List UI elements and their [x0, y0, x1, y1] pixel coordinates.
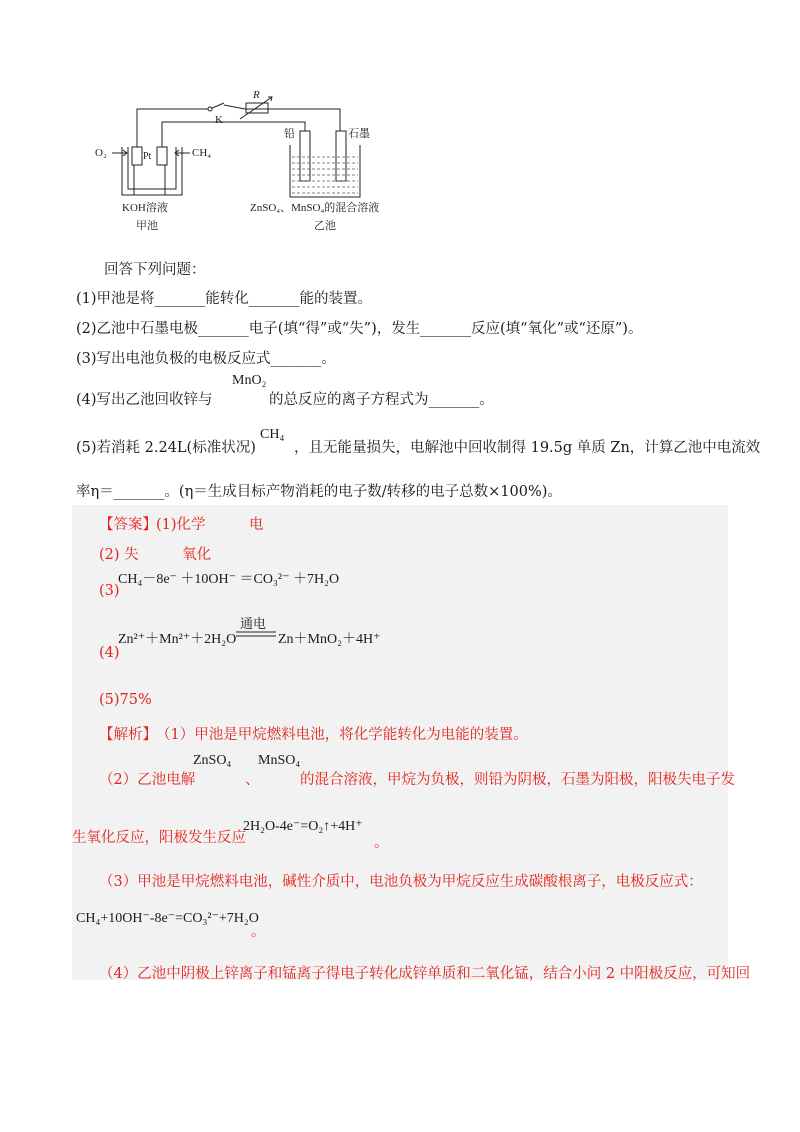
question-5-c: 率η＝_______。(η＝生成目标产物消耗的电子数/转移的电子总数×100%)。	[76, 484, 562, 500]
analysis-2-a: （2）乙池电解	[99, 772, 196, 788]
label-jiachi: 甲池	[136, 220, 158, 232]
analysis-2-formula-3: 2H₂O-4e⁻=O₂↑+4H⁺	[243, 819, 363, 834]
analysis-2-formula-2: MnSO₄	[258, 753, 301, 768]
analysis-3-end: 。	[251, 924, 266, 940]
label-graphite: 石墨	[348, 128, 370, 140]
analysis-2-end: 。	[374, 835, 389, 851]
answer-2: (2) 失 氧化	[99, 547, 212, 563]
analysis-4: （4）乙池中阴极上锌离子和锰离子得电子转化成锌单质和二氧化锰，结合小问 2 中阳极反应，可知回	[99, 966, 751, 982]
question-5-b: ，且无能量损失，电解池中回收制得 19.5g 单质 Zn，计算乙池中电流效	[294, 440, 761, 456]
answer-1: (1)化学 电	[156, 517, 264, 533]
label-koh: KOH溶液	[122, 202, 168, 214]
equals-arrow	[236, 630, 276, 638]
question-5-a: (5)若消耗 2.24L(标准状况)	[76, 440, 256, 456]
question-4-b: 的总反应的离子方程式为_______。	[269, 392, 494, 408]
analysis-2-sep: 、	[245, 772, 260, 788]
question-1: (1)甲池是将_______能转化_______能的装置。	[76, 291, 373, 307]
answer-tag: 【答案】	[99, 517, 157, 533]
analysis-tag: 【解析】	[99, 727, 157, 743]
analysis-1: （1）甲池是甲烷燃料电池，将化学能转化为电能的装置。	[156, 727, 528, 743]
question-2: (2)乙池中石墨电极_______电子(填“得”或“失”)，发生_______反应(填“氧化”或“还原”)。	[76, 321, 643, 337]
question-intro: 回答下列问题：	[104, 262, 206, 278]
analysis-2-c: 生氧化反应，阳极发生反应	[72, 830, 246, 846]
question-5-formula: CH₄	[260, 427, 285, 442]
label-o2: O₂	[95, 147, 107, 159]
label-r: R	[253, 89, 260, 101]
electrochemistry-diagram	[90, 85, 430, 240]
answer-4-right: Zn＋MnO₂＋4H⁺	[278, 632, 381, 647]
label-lead: 铅	[284, 128, 295, 140]
answer-3-num: (3)	[99, 583, 120, 599]
answer-4-condition: 通电	[240, 616, 267, 631]
question-4-formula: MnO₂	[232, 373, 267, 388]
label-mix: ZnSO₄、MnSO₄的混合溶液	[250, 202, 380, 214]
answer-3-formula: CH₄－8e⁻ ＋10OH⁻ ＝CO₃²⁻ ＋7H₂O	[118, 572, 340, 587]
answer-4-num: (4)	[99, 645, 120, 661]
label-pt: Pt	[143, 151, 152, 162]
label-ch4: CH₄	[192, 147, 212, 159]
analysis-2-formula-1: ZnSO₄	[193, 753, 232, 768]
question-4-a: (4)写出乙池回收锌与	[76, 392, 213, 408]
label-yichi: 乙池	[314, 220, 336, 232]
answer-4-left: Zn²⁺＋Mn²⁺＋2H₂O	[118, 632, 237, 647]
label-k: K	[215, 114, 223, 126]
analysis-3-formula: CH₄+10OH⁻-8e⁻=CO₃²⁻+7H₂O	[76, 911, 259, 926]
answer-5: (5)75%	[99, 692, 152, 708]
question-3: (3)写出电池负极的电极反应式_______。	[76, 351, 336, 367]
analysis-3: （3）甲池是甲烷燃料电池，碱性介质中，电池负极为甲烷反应生成碳酸根离子，电极反应式：	[99, 874, 703, 890]
analysis-2-b: 的混合溶液，甲烷为负极，则铅为阴极，石墨为阳极，阳极失电子发	[300, 772, 735, 788]
